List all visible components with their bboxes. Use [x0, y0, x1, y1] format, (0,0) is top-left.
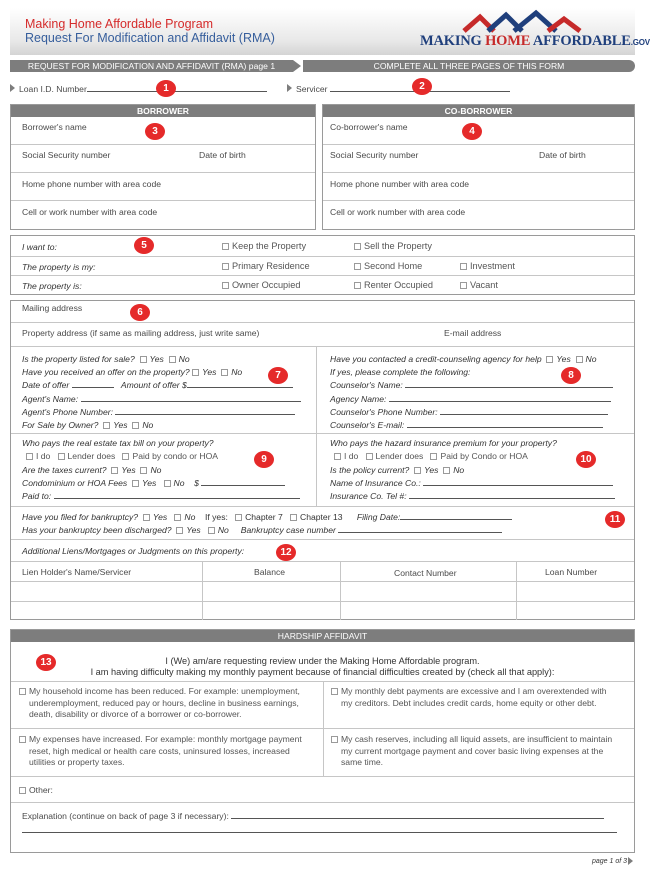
lien-col-contact: Contact Number: [394, 568, 457, 578]
divider: [323, 172, 634, 173]
no-label: No: [178, 354, 190, 364]
coborrower-name-field[interactable]: Co-borrower's name: [330, 122, 408, 132]
badge-10: 10: [576, 451, 596, 468]
tax-opt3-label: Paid by condo or HOA: [132, 451, 218, 461]
offer-received-question: [22, 367, 242, 377]
lien-col-balance: Balance: [254, 567, 286, 577]
lien-col-holder: Lien Holder's Name/Servicer: [22, 567, 132, 577]
tax-payer-options[interactable]: [26, 451, 218, 461]
badge-3: 3: [145, 123, 165, 140]
hardship-reserves-item[interactable]: [331, 734, 612, 769]
page-number: page 1 of 3: [592, 858, 628, 865]
item1-line1: My household income has been reduced. For example: unemployment,: [29, 686, 300, 696]
agent-phone-label: Agent's Phone Number:: [22, 407, 113, 417]
dollar-label: $: [194, 478, 199, 488]
divider: [11, 539, 634, 540]
divider: [323, 144, 634, 145]
yes-label: Yes: [121, 465, 136, 475]
badge-11: 11: [605, 511, 625, 528]
counseling-ifyes: If yes, please complete the following:: [330, 367, 471, 377]
insurance-name-label: Name of Insurance Co.:: [330, 478, 421, 488]
owner-occupied-checkbox[interactable]: [222, 280, 300, 290]
owner-occupied-label: Owner Occupied: [232, 280, 301, 290]
servicer-label: Servicer: [296, 84, 328, 94]
renter-occupied-checkbox[interactable]: [354, 280, 433, 290]
badge-12: 12: [276, 544, 296, 561]
bk-filed-label: Have you filed for bankruptcy?: [22, 512, 139, 522]
paid-to-field[interactable]: [22, 491, 300, 501]
badge-4: 4: [462, 123, 482, 140]
item3-line3: utilities or property taxes.: [29, 757, 125, 768]
badge-5: 5: [134, 237, 154, 254]
servicer-arrow-icon: [287, 84, 292, 92]
coborrower-cell-phone-field[interactable]: Cell or work number with area code: [330, 207, 466, 217]
logo-word-2: HOME: [485, 33, 531, 49]
divider: [11, 802, 634, 803]
divider: [11, 433, 634, 434]
no-label: No: [585, 354, 597, 364]
bk-discharged-label: Has your bankruptcy been discharged?: [22, 525, 172, 535]
vacant-checkbox[interactable]: [460, 280, 498, 290]
divider: [202, 562, 203, 620]
explanation-field[interactable]: [22, 811, 604, 821]
lien-cell[interactable]: [12, 602, 202, 620]
divider: [11, 275, 634, 276]
divider: [11, 172, 315, 173]
want-label: I want to:: [22, 242, 57, 252]
divider: [323, 682, 324, 776]
mailing-address-field[interactable]: Mailing address: [22, 303, 83, 313]
no-label: No: [453, 465, 465, 475]
title-bar-right: COMPLETE ALL THREE PAGES OF THIS FORM: [303, 60, 635, 72]
second-home-label: Second Home: [364, 261, 423, 271]
item1-line2: underemployment, reduced pay or hours, decline in business earnings,: [29, 697, 299, 708]
hardship-heading: HARDSHIP AFFIDAVIT: [11, 630, 634, 642]
coborrower-home-phone-field[interactable]: Home phone number with area code: [330, 179, 470, 189]
loan-arrow-icon: [10, 84, 15, 92]
fsbo-label: For Sale by Owner?: [22, 420, 99, 430]
tax-opt2-label: Lender does: [67, 451, 116, 461]
bk-ifyes-label: If yes:: [204, 512, 228, 522]
taxes-current-question: [22, 465, 161, 475]
condo-label: Condominium or HOA Fees: [22, 478, 128, 488]
second-home-checkbox[interactable]: [354, 261, 422, 271]
next-page-arrow-icon: [628, 857, 633, 865]
hardship-expenses-item[interactable]: [19, 734, 302, 769]
no-label: No: [150, 465, 162, 475]
listed-label: Is the property listed for sale?: [22, 354, 135, 364]
badge-8: 8: [561, 367, 581, 384]
borrower-ssn-field[interactable]: Social Security number: [22, 150, 111, 160]
listed-for-sale-question: [22, 354, 190, 364]
ins-opt3-label: Paid by Condo or HOA: [440, 451, 528, 461]
agent-name-label: Agent's Name:: [22, 394, 79, 404]
insurance-name-field[interactable]: [330, 478, 613, 488]
yes-label: Yes: [556, 354, 571, 364]
item2-line2: my creditors. Debt includes credit cards, home equity or other debt.: [341, 697, 597, 708]
badge-6: 6: [130, 304, 150, 321]
no-label: No: [142, 420, 154, 430]
servicer-field[interactable]: [296, 84, 510, 94]
program-title: Making Home Affordable Program: [25, 17, 214, 31]
keep-property-checkbox[interactable]: [222, 241, 306, 251]
explanation-line[interactable]: [22, 832, 617, 833]
counselor-phone-field[interactable]: [330, 407, 608, 417]
counselor-phone-label: Counselor's Phone Number:: [330, 407, 438, 417]
insurance-question: Who pays the hazard insurance premium for your property?: [330, 438, 557, 448]
hardship-intro-1: I (We) am/are requesting review under the Making Home Affordable program.: [165, 656, 480, 666]
divider: [11, 322, 634, 323]
borrower-name-field[interactable]: Borrower's name: [22, 122, 87, 132]
insurance-tel-field[interactable]: [330, 491, 615, 501]
yes-label: Yes: [113, 420, 128, 430]
coborrower-dob-field[interactable]: Date of birth: [539, 150, 586, 160]
yes-label: Yes: [424, 465, 439, 475]
divider: [11, 346, 634, 347]
divider: [516, 562, 517, 620]
email-address-field[interactable]: E-mail address: [444, 328, 502, 338]
no-label: No: [184, 512, 196, 522]
tax-question: Who pays the real estate tax bill on your property?: [22, 438, 214, 448]
explanation-label: Explanation (continue on back of page 3 if necessary):: [22, 811, 229, 821]
policy-current-question: [330, 465, 464, 475]
hardship-income-item[interactable]: [19, 686, 300, 721]
divider: [340, 562, 341, 620]
loan-id-field[interactable]: [19, 84, 267, 94]
logo-suffix: .GOV: [630, 38, 650, 47]
condo-fees-field[interactable]: [22, 478, 285, 488]
filing-date-label: Filing Date:: [356, 512, 401, 522]
offer-label: Have you received an offer on the property?: [22, 367, 190, 377]
property-my-label: The property is my:: [22, 262, 96, 272]
divider: [11, 200, 315, 201]
counseling-question: [330, 354, 597, 364]
lien-cell[interactable]: [12, 582, 202, 601]
fsbo-question: [22, 420, 153, 430]
counselor-email-field[interactable]: [330, 420, 603, 430]
bankruptcy-discharged-question: [22, 525, 502, 535]
divider: [11, 776, 634, 777]
renter-occupied-label: Renter Occupied: [364, 280, 433, 290]
keep-property-label: Keep the Property: [232, 241, 307, 251]
counselor-name-label: Counselor's Name:: [330, 380, 403, 390]
badge-9: 9: [254, 451, 274, 468]
house-roofs-logo-icon: [462, 11, 584, 33]
badge-13: 13: [36, 654, 56, 671]
logo-word-1: MAKING: [420, 33, 482, 49]
badge-2: 2: [412, 78, 432, 95]
coborrower-heading: CO-BORROWER: [323, 105, 634, 117]
item3-line1: My expenses have increased. For example: monthly mortgage payment: [29, 734, 302, 744]
insurance-payer-options[interactable]: [334, 451, 528, 461]
title-bar-left: REQUEST FOR MODIFICATION AND AFFIDAVIT (RMA) page 1: [10, 60, 293, 72]
no-label: No: [231, 367, 243, 377]
insurance-tel-label: Insurance Co. Tel #:: [330, 491, 407, 501]
ins-opt2-label: Lender does: [375, 451, 424, 461]
agency-name-field[interactable]: [330, 394, 611, 404]
divider: [11, 506, 634, 507]
borrower-dob-field[interactable]: Date of birth: [199, 150, 246, 160]
agent-phone-field[interactable]: [22, 407, 295, 417]
property-address-field[interactable]: Property address (if same as mailing address, just write same): [22, 328, 260, 338]
divider: [11, 144, 315, 145]
divider: [323, 200, 634, 201]
agency-name-label: Agency Name:: [330, 394, 387, 404]
paid-to-label: Paid to:: [22, 491, 52, 501]
amount-offer-label: Amount of offer $: [120, 380, 187, 390]
ins-opt1-label: I do: [344, 451, 359, 461]
hardship-other-checkbox[interactable]: [19, 785, 53, 795]
counselor-email-label: Counselor's E-mail:: [330, 420, 405, 430]
item4-line2: my current mortgage payment and cover basic living expenses at the: [341, 745, 604, 756]
borrower-home-phone-field[interactable]: Home phone number with area code: [22, 179, 162, 189]
primary-residence-checkbox[interactable]: [222, 261, 310, 271]
lien-col-loan: Loan Number: [545, 567, 598, 577]
borrower-cell-phone-field[interactable]: Cell or work number with area code: [22, 207, 158, 217]
tax-opt1-label: I do: [36, 451, 51, 461]
hardship-intro-2: I am having difficulty making my monthly payment because of financial difficulties created by (check all that apply):: [90, 667, 555, 677]
item1-line3: death, disability or divorce of a borrower or co-borrower.: [29, 709, 242, 720]
logo-word-3: AFFORDABLE: [532, 33, 631, 49]
item3-line2: reset, high medical or health care costs, uninsured losses, increased: [29, 745, 290, 756]
item4-line1: My cash reserves, including all liquid assets, are insufficient to maintain: [341, 734, 613, 744]
yes-label: Yes: [152, 512, 168, 522]
vacant-label: Vacant: [470, 280, 498, 290]
yes-label: Yes: [149, 354, 164, 364]
chapter13-label: Chapter 13: [299, 512, 343, 522]
case-number-label: Bankruptcy case number: [240, 525, 336, 535]
borrower-heading: BORROWER: [11, 105, 315, 117]
no-label: No: [173, 478, 185, 488]
divider: [11, 256, 634, 257]
liens-heading: Additional Liens/Mortgages or Judgments on this property:: [22, 546, 245, 556]
primary-residence-label: Primary Residence: [232, 261, 310, 271]
form-title: Request For Modification and Affidavit (RMA): [25, 31, 275, 45]
no-label: No: [217, 525, 229, 535]
divider: [11, 561, 634, 562]
coborrower-ssn-field[interactable]: Social Security number: [330, 150, 419, 160]
intent-box: [10, 235, 635, 295]
date-of-offer-field[interactable]: [22, 380, 293, 390]
yes-label: Yes: [186, 525, 201, 535]
property-is-label: The property is:: [22, 281, 82, 291]
policy-current-label: Is the policy current?: [330, 465, 410, 475]
item2-line1: My monthly debt payments are excessive and I am overextended with: [341, 686, 607, 696]
sell-property-checkbox[interactable]: [354, 241, 432, 251]
investment-checkbox[interactable]: [460, 261, 515, 271]
hardship-debt-item[interactable]: [331, 686, 607, 709]
chapter7-label: Chapter 7: [245, 512, 283, 522]
logo-text: [420, 33, 650, 50]
other-label: Other:: [29, 785, 53, 795]
bankruptcy-filed-question: [22, 512, 512, 522]
divider: [11, 728, 634, 729]
counseling-label: Have you contacted a credit-counseling agency for help: [330, 354, 542, 364]
badge-7: 7: [268, 367, 288, 384]
yes-label: Yes: [142, 478, 157, 488]
badge-1: 1: [156, 80, 176, 97]
divider: [316, 347, 317, 506]
yes-label: Yes: [202, 367, 217, 377]
investment-label: Investment: [470, 261, 515, 271]
item4-line3: same time.: [341, 757, 384, 768]
date-offer-label: Date of offer: [22, 380, 70, 390]
taxes-current-label: Are the taxes current?: [22, 465, 107, 475]
sell-property-label: Sell the Property: [364, 241, 432, 251]
loan-id-label: Loan I.D. Number: [19, 84, 87, 94]
agent-name-field[interactable]: [22, 394, 301, 404]
title-bar-arrow: [293, 60, 301, 72]
